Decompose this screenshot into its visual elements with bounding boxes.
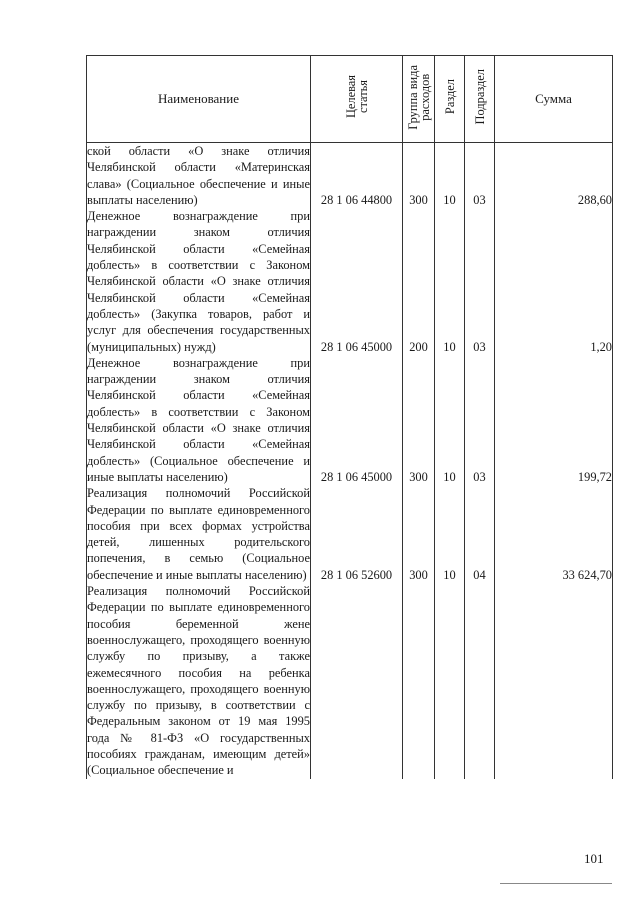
cell-sum: 1,20 <box>495 208 613 355</box>
table-row <box>87 485 613 583</box>
cell-name: Денежное вознаграждение при награждении знаком отличия Челябинской области «Семейная доблесть» в соответствии с Законом Челябинской области «О знаке отличия Челябинской области «Семейная доблесть» (Социальное обеспечение и иные выплаты населению) <box>87 355 310 484</box>
cell-target: 28 1 06 52600 <box>311 485 403 583</box>
cell-section: 10 <box>435 355 465 485</box>
header-sum: Сумма <box>495 56 613 143</box>
cell-subsection: 03 <box>465 208 495 355</box>
header-subsection: Подраздел <box>472 69 487 125</box>
cell-sum: 288,60 <box>495 143 613 209</box>
cell-section: 10 <box>435 143 465 209</box>
cell-name: Реализация полномочий Российской Федерации по выплате единовременного пособия беременной жене военнослужащего, проходящего военную службу по призыву, а также ежемесячного пособия на ребенка военнослужащего, проходящего военную службу по призыву, в соответствии с Федеральным законом от 19 мая 1995 года № 81-ФЗ «О государственных пособиях гражданам, имеющим детей» (Социальное обеспечение и <box>87 584 310 778</box>
header-group: Группа вида расходов <box>405 64 432 130</box>
cell-section: 10 <box>435 485 465 583</box>
cell-group: 300 <box>403 143 435 209</box>
cell-name: ской области «О знаке отличия Челябинской области «Материнская слава» (Социальное обеспечение и иные выплаты населению) <box>87 144 310 207</box>
cell-target: 28 1 06 45000 <box>311 208 403 355</box>
table-row <box>87 583 613 779</box>
cell-target: 28 1 06 45000 <box>311 355 403 485</box>
cell-section: 10 <box>435 208 465 355</box>
header-subsection-cell <box>465 56 495 143</box>
cell-sum: 33 624,70 <box>495 485 613 583</box>
cell-subsection: 04 <box>465 485 495 583</box>
header-group-cell <box>403 56 435 143</box>
cell-group: 200 <box>403 208 435 355</box>
cell-group <box>403 583 435 779</box>
cell-name: Денежное вознаграждение при награждении знаком отличия Челябинской области «Семейная доблесть» в соответствии с Законом Челябинской области «О знаке отличия Челябинской области «Семейная доблесть» (Закупка товаров, работ и услуг для обеспечения государственных (муниципальных) нужд) <box>87 209 310 354</box>
table-row <box>87 355 613 485</box>
cell-target: 28 1 06 44800 <box>311 143 403 209</box>
cell-name: Реализация полномочий Российской Федерации по выплате единовременного пособия при всех формах устройства детей, лишенных родительского попечения, в семью (Социальное обеспечение и иные выплаты населению) <box>87 486 310 582</box>
budget-table <box>86 55 613 779</box>
cell-target <box>311 583 403 779</box>
header-target-cell <box>311 56 403 143</box>
table-row <box>87 208 613 355</box>
cell-section <box>435 583 465 779</box>
table-header-row <box>87 56 613 143</box>
cell-subsection <box>465 583 495 779</box>
header-section-cell <box>435 56 465 143</box>
page-number: 101 <box>584 851 604 866</box>
cell-sum: 199,72 <box>495 355 613 485</box>
cell-group: 300 <box>403 355 435 485</box>
cell-sum <box>495 583 613 779</box>
cell-subsection: 03 <box>465 143 495 209</box>
cell-group: 300 <box>403 485 435 583</box>
header-name: Наименование <box>87 56 311 143</box>
footer-rule <box>500 883 612 884</box>
header-target: Целевая статья <box>343 75 370 119</box>
cell-subsection: 03 <box>465 355 495 485</box>
table-row <box>87 143 613 209</box>
header-section: Раздел <box>442 79 457 115</box>
